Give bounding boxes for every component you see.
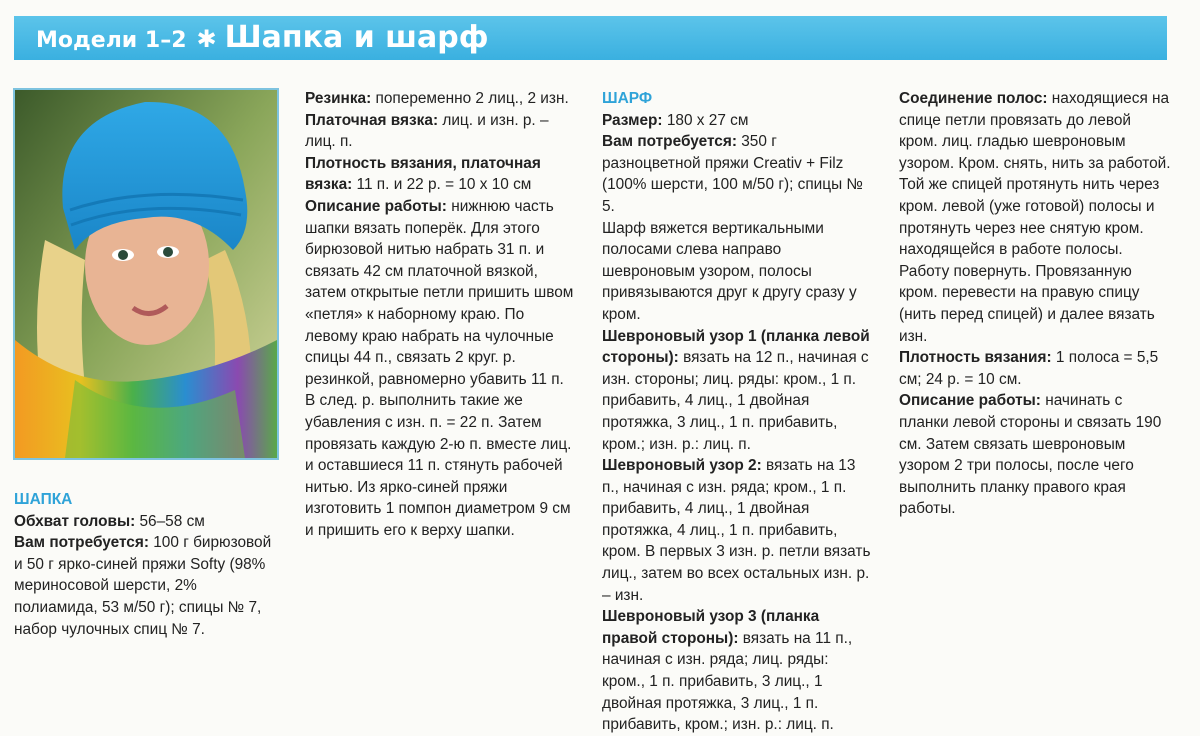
hat-section-title: ШАПКА bbox=[14, 491, 73, 508]
hat-garter: Платочная вязка: лиц. и изн. р. – лиц. п. bbox=[305, 111, 549, 151]
models-label: Модели 1–2 bbox=[36, 28, 187, 53]
scarf-gauge: Плотность вязания: 1 полоса = 5,5 см; 24 р. = 10 см. bbox=[899, 349, 1159, 388]
scarf-chevron-1: Шевроновый узор 1 (планка левой стороны): вязать на 12 п., начиная с изн. стороны; лиц. ряды: кром., 1 п. прибавить, 4 лиц., 1 двойная протяжка, 3 лиц., 1 п. прибавить, кром.; изн. р.: лиц. п. bbox=[602, 327, 870, 453]
hat-gauge: Плотность вязания, платочная вязка: 11 п. и 22 р. = 10 х 10 см bbox=[305, 154, 541, 194]
scarf-intro: Шарф вяжется вертикальными полосами слева направо шевроновым узором, полосы привязываются друг к другу сразу у кром. bbox=[602, 219, 857, 323]
scarf-joining: Соединение полос: находящиеся на спице петли провязать до левой кром. лиц. гладью шевроновым узором. Кром. снять, нить за работой. Той же спицей протянуть нить через кром. левой (уже готовой) полосы и протянуть через нее снятую кром. находящейся в работе полосы. Работу повернуть. Провязанную кром. перевести на правую спицу (нить перед спицей) и далее вязать изн. bbox=[899, 90, 1171, 345]
scarf-chevron-3: Шевроновый узор 3 (планка правой стороны): вязать на 11 п., начиная с изн. ряда; лиц. ряды: кром., 1 п. прибавить, 3 лиц., 1 двойная протяжка, 3 лиц., 1 п. прибавить, кром.; изн. р.: лиц. п. bbox=[602, 608, 853, 734]
hat-materials: Вам потребуется: 100 г бирюзовой и 50 г ярко-синей пряжи Softy (98% мериносовой шерсти, 2% полиамида, 53 м/50 г); спицы № 7, набор чулочных спиц № 7. bbox=[14, 534, 272, 638]
scarf-chevron-2: Шевроновый узор 2: вязать на 13 п., начиная с изн. ряда; кром., 1 п. прибавить, 4 лиц., 1 двойная протяжка, 4 лиц., 1 п. прибавить, кром. В первых 3 изн. р. петли вязать лиц., затем во всех остальных изн. р. – изн. bbox=[602, 457, 871, 604]
star-icon: ✱ bbox=[196, 25, 217, 53]
scarf-instructions: Описание работы: начинать с планки левой стороны и связать 190 см. Затем связать шевроновым узором 2 три полосы, после чего выполнить планку правого края работы. bbox=[899, 392, 1162, 518]
hat-head-size: Обхват головы: 56–58 см bbox=[14, 512, 205, 530]
scarf-size: Размер: 180 х 27 см bbox=[602, 111, 749, 129]
scarf-column-start bbox=[602, 88, 874, 736]
page-title bbox=[36, 18, 489, 62]
title-text: Шапка и шарф bbox=[224, 20, 489, 55]
photo-illustration bbox=[15, 90, 277, 458]
photo-woman-hat-scarf bbox=[13, 88, 279, 460]
hat-column-start bbox=[14, 489, 284, 640]
scarf-materials: Вам потребуется: 350 г разноцветной пряжи Creativ + Filz (100% шерсти, 100 м/50 г); спицы № 5. bbox=[602, 133, 863, 215]
hat-column-main bbox=[305, 88, 577, 541]
hat-rib: Резинка: попеременно 2 лиц., 2 изн. bbox=[305, 90, 569, 107]
scarf-section-title: ШАРФ bbox=[602, 90, 653, 107]
hat-instructions: Описание работы: нижнюю часть шапки вязать поперёк. Для этого бирюзовой нитью набрать 31 п. и связать 42 см платочной вязкой, затем открытые петли пришить швом «петля» к наборному краю. По левому краю набрать на чулочные спицы 44 п., связать 2 круг. р. резинкой, равномерно убавить 11 п. В след. р. выполнить такие же убавления с изн. п. = 22 п. Затем провязать каждую 2-ю п. вместе лиц. и оставшиеся 11 п. стянуть рабочей нитью. Из ярко-синей пряжи изготовить 1 помпон диаметром 9 см и пришить его к верху шапки. bbox=[305, 197, 574, 539]
scarf-column-end bbox=[899, 88, 1171, 520]
header-banner bbox=[14, 16, 1167, 60]
